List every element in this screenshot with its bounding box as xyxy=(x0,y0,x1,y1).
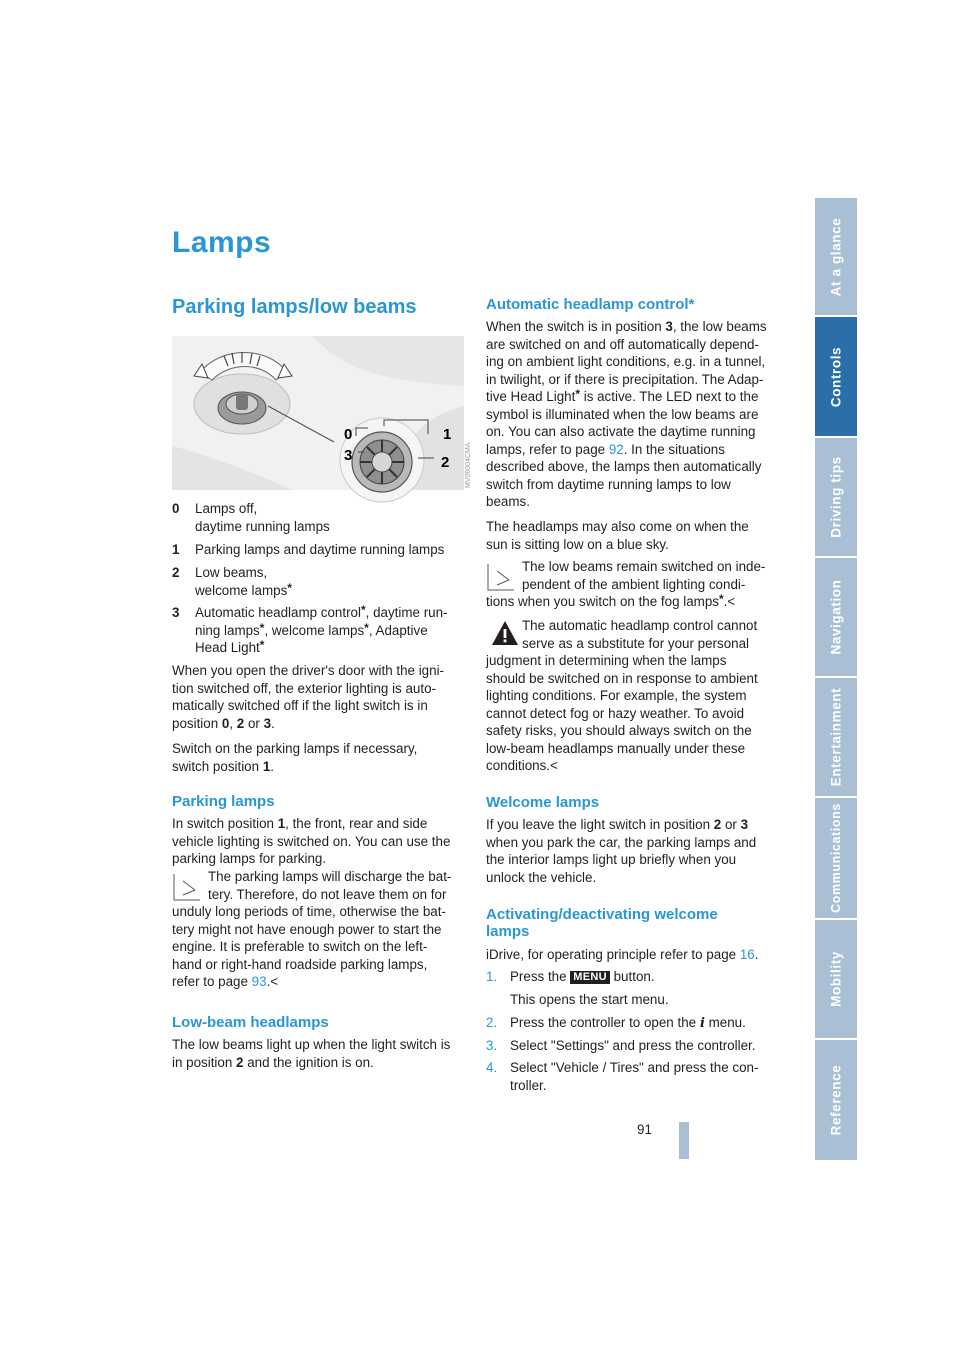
link-page-93[interactable]: 93 xyxy=(251,974,267,989)
info-icon: i xyxy=(699,1015,705,1031)
paragraph-idrive: iDrive, for operating principle refer to page 16. xyxy=(486,947,759,962)
figure-label-2: 2 xyxy=(441,454,450,471)
tab-navigation[interactable]: Navigation xyxy=(815,558,857,676)
tab-at-a-glance[interactable]: At a glance xyxy=(815,198,857,315)
link-page-92[interactable]: 92 xyxy=(608,441,624,457)
light-switch-figure xyxy=(172,336,472,490)
warning-automatic-headlamp: The automatic headlamp control cannot serve as a substitute for your personal judgment in determining when the lamps should be switched on in response to ambient lighting conditions. For example, the system cannot detect fog or hazy weather. To avoid safety risks, you should always switch on the low-beam headlamps manually under these conditions.< xyxy=(486,618,758,773)
heading-automatic-headlamp-control: Automatic headlamp control* xyxy=(486,296,695,313)
paragraph-door: When you open the driver's door with the igni- tion switched off, the exterior lighting is auto- matically switched off if the light switch is in position 0, 2 or 3. xyxy=(172,663,445,731)
position-1: 1 Parking lamps and daytime running lamps xyxy=(172,542,445,557)
position-2: 2 Low beams, welcome lamps* xyxy=(172,565,292,598)
figure-label-1: 1 xyxy=(443,426,452,443)
heading-parking-lamps: Parking lamps xyxy=(172,793,275,810)
page-number-bar xyxy=(679,1122,689,1159)
page-number: 91 xyxy=(637,1122,652,1137)
heading-welcome-lamps: Welcome lamps xyxy=(486,794,600,811)
step-1: 1. Press the MENU button. xyxy=(486,969,655,984)
step-2: 2. Press the controller to open the i menu. xyxy=(486,1015,746,1031)
section-title-parking-low-beams: Parking lamps/low beams xyxy=(172,296,417,318)
tab-controls[interactable]: Controls xyxy=(815,317,857,436)
paragraph-welcome: If you leave the light switch in position 2 or 3 when you park the car, the parking lamps and the interior lamps light up briefly when you unlock the vehicle. xyxy=(486,817,757,885)
step-4: 4. Select "Vehicle / Tires" and press the con- troller. xyxy=(486,1060,759,1093)
heading-activating-welcome-lamps: Activating/deactivating welcome lamps xyxy=(486,906,718,940)
position-3: 3 Automatic headlamp control*, daytime run- ning lamps*, welcome lamps*, Adaptive Head Light* xyxy=(172,603,448,655)
tab-mobility[interactable]: Mobility xyxy=(815,920,857,1038)
step-1-result: This opens the start menu. xyxy=(510,992,669,1007)
figure-label-0: 0 xyxy=(344,426,353,443)
image-code: MV06004CMA xyxy=(465,442,472,488)
page-title: Lamps xyxy=(172,226,272,259)
paragraph-sun: The headlamps may also come on when the sun is sitting low on a blue sky. xyxy=(486,519,749,552)
tab-entertainment[interactable]: Entertainment xyxy=(815,678,857,796)
paragraph-low-beam: The low beams light up when the light switch is in position 2 and the ignition is on. xyxy=(172,1037,451,1070)
figure-label-3: 3 xyxy=(344,447,353,464)
note-parking-lamps: The parking lamps will discharge the bat- tery. Therefore, do not leave them on for unduly long periods of time, otherwise the bat- tery might not have enough power to start the engine. It is preferable to switch on the left- hand or right-hand roadside parking lamps, refer to page 93.< xyxy=(172,869,452,989)
note-fog-lamps: The low beams remain switched on inde- pendent of the ambient lighting condi- tions when you switch on the fog lamps*.< xyxy=(486,559,766,609)
paragraph-switch: Switch on the parking lamps if necessary, switch position 1. xyxy=(172,741,418,774)
step-3: 3. Select "Settings" and press the controller. xyxy=(486,1038,756,1053)
position-0: 0 Lamps off, daytime running lamps xyxy=(172,501,330,534)
tab-communications[interactable]: Communications xyxy=(815,798,857,918)
heading-low-beam: Low-beam headlamps xyxy=(172,1014,329,1031)
paragraph-automatic: When the switch is in position 3, the low beams are switched on and off automatically depend- ing on ambient light conditions, e.g. in a tunnel, in twilight, or if there is precipitation. The Adap- tive Head Light* is active. The LED next to the symbol is illuminated when the low beams are on. You can also activate the daytime running lamps, refer to page 92. In the situations described above, the lamps then automatically switch from daytime running lamps to low beams. xyxy=(486,319,767,509)
tab-reference[interactable]: Reference xyxy=(815,1040,857,1160)
menu-button-icon: MENU xyxy=(570,971,610,984)
paragraph-parking: In switch position 1, the front, rear and side vehicle lighting is switched on. You can use the parking lamps for parking. xyxy=(172,816,451,866)
tab-driving-tips[interactable]: Driving tips xyxy=(815,438,857,556)
link-page-16[interactable]: 16 xyxy=(739,947,755,962)
